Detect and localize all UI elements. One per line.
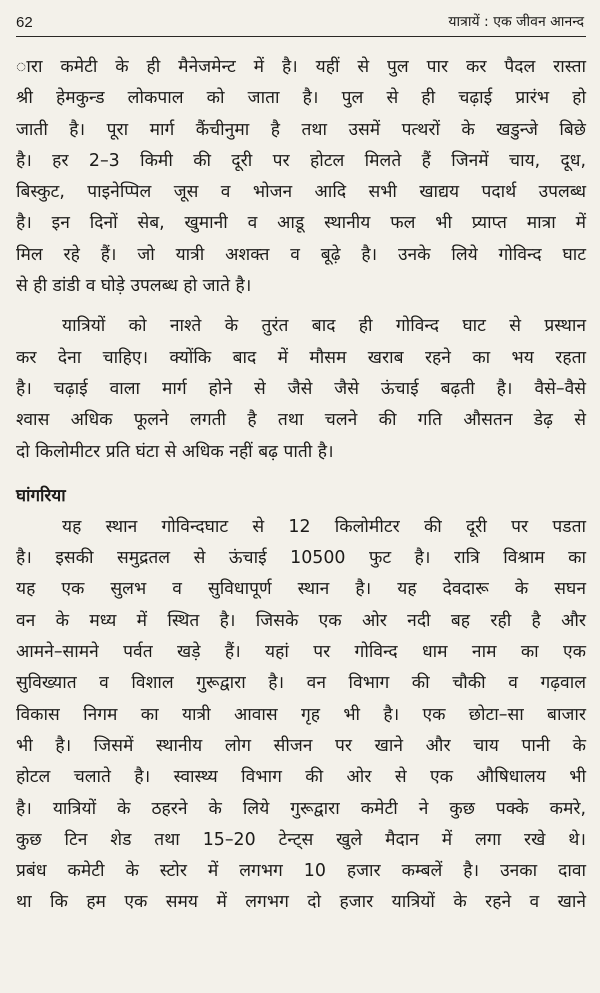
running-header (16, 10, 586, 37)
text-line: जाती है। पूरा मार्ग कैंचीनुमा है तथा उसमें पत्थरों के खडुन्जे बिछे (16, 119, 586, 140)
text-line: भी है। जिसमें स्थानीय लोग सीजन पर खाने और चाय पानी के (16, 735, 586, 756)
body-text (16, 52, 586, 919)
text-line: वन के मध्य में स्थित है। जिसके एक ओर नदी बह रही है और (16, 610, 586, 631)
text-line: यह स्थान गोविन्दघाट से 12 किलोमीटर की दूरी पर पडता (62, 516, 586, 537)
text-line: विकास निगम का यात्री आवास गृह भी है। एक छोटा–सा बाजार (16, 704, 586, 725)
text-line: है। हर 2–3 किमी की दूरी पर होटल मिलते हैं जिनमें चाय, दूध, (16, 150, 586, 171)
text-line: मिल रहे हैं। जो यात्री अशक्त व बूढ़े है। उनके लिये गोविन्द घाट (16, 244, 586, 265)
text-line: होटल चलाते है। स्वास्थ्य विभाग की ओर से एक औषिधालय भी (16, 767, 586, 788)
paragraph-1 (16, 52, 586, 302)
text-line: दो किलोमीटर प्रति घंटा से अधिक नहीं बढ़ पाती है। (16, 441, 334, 462)
text-line: कर देना चाहिए। क्योंकि बाद में मौसम खराब रहने का भय रहता (16, 347, 586, 368)
text-line: ारा कमेटी के ही मैनेजमेन्ट में है। यहीं से पुल पार कर पैदल रास्ता (16, 57, 586, 77)
text-line: आमने–सामने पर्वत खड़े हैं। यहां पर गोविन्द धाम नाम का एक (16, 642, 586, 663)
text-line: यह एक सुलभ व सुविधापूर्ण स्थान है। यह देवदारू के सघन (16, 579, 586, 600)
running-title: यात्रायें : एक जीवन आनन्द (448, 14, 584, 30)
text-line: बिस्कुट, पाइनेप्पिल जूस व भोजन आदि सभी खाद्यय पदार्थ उपलब्ध (16, 182, 586, 203)
paragraph-gap (16, 302, 586, 311)
text-line: था कि हम एक समय में लगभग दो हजार यात्रियों के रहने व खाने (16, 892, 586, 913)
text-line: है। इन दिनों सेब, खुमानी व आडू स्थानीय फल भी प्र्याप्त मात्रा में (16, 213, 586, 234)
text-line: है। इसकी समुद्रतल से ऊंचाई 10500 फुट है। रात्रि विश्राम का (16, 548, 586, 569)
text-line: है। यात्रियों के ठहरने के लिये गुरूद्वारा कमेटी ने कुछ पक्के कमरे, (16, 798, 586, 819)
text-line: सुविख्यात व विशाल गुरूद्वारा है। वन विभाग की चौकी व गढ़वाल (16, 673, 586, 694)
paragraph-2 (16, 311, 586, 467)
paragraph-gap (16, 468, 586, 477)
text-line: श्री हेमकुन्ड लोकपाल को जाता है। पुल से ही चढ़ाई प्रारंभ हो (16, 88, 586, 109)
paragraph-3 (16, 512, 586, 919)
page-number: 62 (16, 14, 33, 31)
section-heading: घांगरिया (16, 485, 66, 506)
text-line: से ही डांडी व घोड़े उपलब्ध हो जाते है। (16, 276, 252, 297)
text-line: प्रबंध कमेटी के स्टोर में लगभग 10 हजार कम्बलें है। उनका दावा (16, 861, 586, 882)
text-line: श्वास अधिक फूलने लगती है तथा चलने की गति औसतन डेढ़ से (16, 410, 586, 431)
text-line: है। चढ़ाई वाला मार्ग होने से जैसे जैसे ऊंचाई बढ़ती है। वैसे–वैसे (16, 378, 586, 399)
text-line: कुछ टिन शेड तथा 15–20 टेन्ट्स खुले मैदान में लगा रखे थे। (16, 829, 586, 850)
text-line: यात्रियों को नाश्ते के तुरंत बाद ही गोविन्द घाट से प्रस्थान (62, 316, 586, 337)
